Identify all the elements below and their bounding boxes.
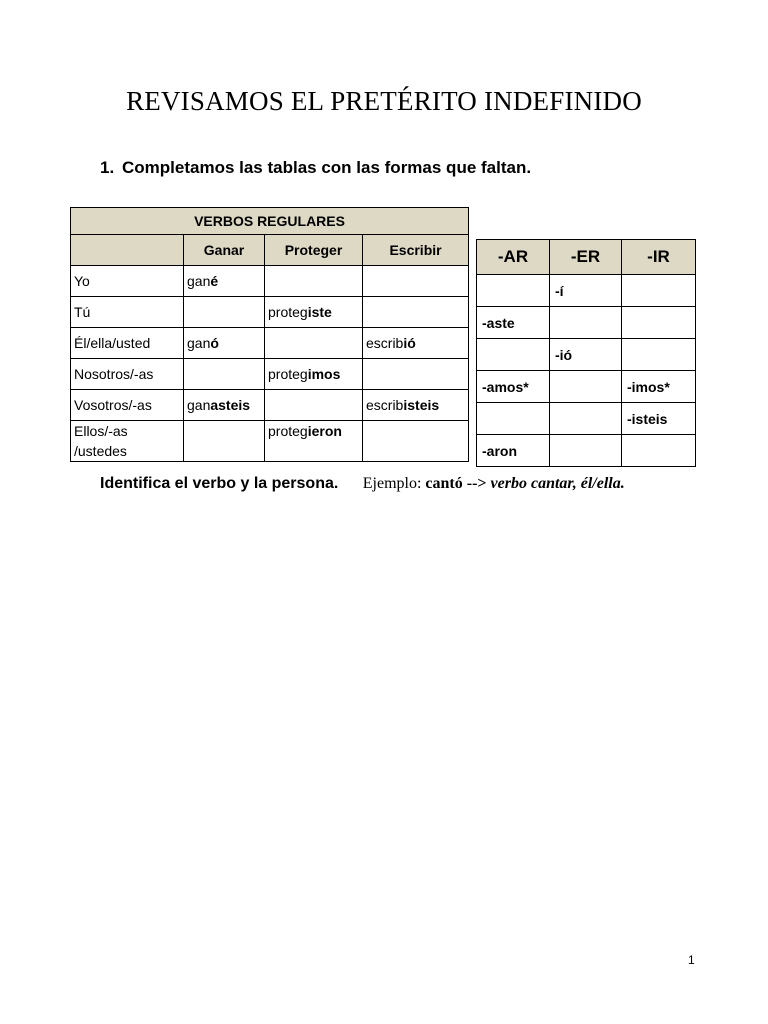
- verb-stem: escrib: [366, 335, 404, 351]
- verb-ending: imos: [307, 366, 341, 382]
- verb-cell: [363, 328, 469, 359]
- table-row: [71, 266, 469, 297]
- exercise-text: Completamos las tablas con las formas que faltan.: [122, 158, 532, 177]
- table-row: [71, 421, 469, 462]
- example: [363, 475, 625, 492]
- verb-cell: [265, 359, 363, 390]
- exercise-number: 1.: [100, 158, 115, 177]
- verb-cell: [184, 359, 265, 390]
- empty-header-cell: [71, 235, 184, 266]
- column-header-proteger: Proteger: [265, 235, 363, 266]
- verb-cell: [184, 421, 265, 462]
- verb-stem: escrib: [366, 397, 404, 413]
- example-label: Ejemplo:: [362, 475, 422, 492]
- ending-cell: -amos*: [477, 371, 550, 403]
- verb-cell: [265, 297, 363, 328]
- table-row: [477, 403, 696, 435]
- verb-cell: [184, 328, 265, 359]
- verb-cell: [265, 390, 363, 421]
- exercise-heading: [100, 158, 531, 178]
- regular-table-header: VERBOS REGULARES: [71, 208, 469, 235]
- person-cell: Él/ella/usted: [71, 328, 184, 359]
- column-header-ganar: Ganar: [184, 235, 265, 266]
- column-header-ir: -IR: [622, 240, 696, 275]
- person-cell: Tú: [71, 297, 184, 328]
- example-answer: verbo cantar, él/ella.: [490, 475, 625, 492]
- ending-cell: -í: [550, 275, 622, 307]
- verb-cell: [363, 359, 469, 390]
- verb-cell: [363, 390, 469, 421]
- column-header-escribir: Escribir: [363, 235, 469, 266]
- verb-cell: [265, 266, 363, 297]
- verb-ending: asteis: [210, 397, 251, 413]
- verb-cell: [184, 266, 265, 297]
- table-row: [477, 275, 696, 307]
- verb-ending: iste: [307, 304, 332, 320]
- table-row: [477, 307, 696, 339]
- verb-cell: [363, 297, 469, 328]
- column-header-er: -ER: [550, 240, 622, 275]
- ending-cell: -imos*: [622, 371, 696, 403]
- verb-endings-table: [476, 239, 696, 467]
- verb-cell: [184, 297, 265, 328]
- table-row: [477, 371, 696, 403]
- identify-instruction-line: [100, 475, 625, 493]
- table-row: [71, 359, 469, 390]
- verb-stem: gan: [187, 335, 211, 351]
- table-row: [71, 328, 469, 359]
- table-row: [477, 435, 696, 467]
- column-header-ar: -AR: [477, 240, 550, 275]
- verb-ending: ó: [210, 335, 219, 351]
- ending-cell: [550, 435, 622, 467]
- verb-ending: isteis: [403, 397, 440, 413]
- ending-cell: [622, 435, 696, 467]
- person-cell: Ellos/-as /ustedes: [71, 421, 184, 462]
- person-cell: Vosotros/-as: [71, 390, 184, 421]
- person-cell: Yo: [71, 266, 184, 297]
- ending-cell: [622, 307, 696, 339]
- verb-cell: [363, 421, 469, 462]
- identify-instruction: Identifica el verbo y la persona.: [100, 475, 339, 492]
- ending-cell: -ió: [550, 339, 622, 371]
- ending-cell: -aron: [477, 435, 550, 467]
- verb-stem: proteg: [268, 366, 308, 382]
- ending-cell: -aste: [477, 307, 550, 339]
- example-word: cantó -->: [425, 475, 487, 492]
- ending-cell: [477, 275, 550, 307]
- ending-cell: [477, 339, 550, 371]
- ending-cell: [622, 339, 696, 371]
- verb-cell: [265, 421, 363, 462]
- table-row: [71, 297, 469, 328]
- verb-ending: ieron: [307, 423, 342, 439]
- ending-cell: [550, 371, 622, 403]
- ending-cell: [550, 307, 622, 339]
- page-number: 1: [688, 953, 695, 967]
- verb-stem: gan: [187, 273, 211, 289]
- ending-cell: [622, 275, 696, 307]
- regular-verbs-table: [70, 207, 469, 462]
- verb-stem: proteg: [268, 423, 308, 439]
- page-title: REVISAMOS EL PRETÉRITO INDEFINIDO: [126, 86, 642, 116]
- verb-ending: é: [210, 273, 219, 289]
- verb-cell: [265, 328, 363, 359]
- verb-cell: [184, 390, 265, 421]
- ending-cell: [477, 403, 550, 435]
- verb-stem: proteg: [268, 304, 308, 320]
- table-row: [477, 339, 696, 371]
- ending-cell: -isteis: [622, 403, 696, 435]
- verb-cell: [363, 266, 469, 297]
- verb-ending: ió: [403, 335, 416, 351]
- table-row: [71, 390, 469, 421]
- verb-stem: gan: [187, 397, 211, 413]
- person-cell: Nosotros/-as: [71, 359, 184, 390]
- ending-cell: [550, 403, 622, 435]
